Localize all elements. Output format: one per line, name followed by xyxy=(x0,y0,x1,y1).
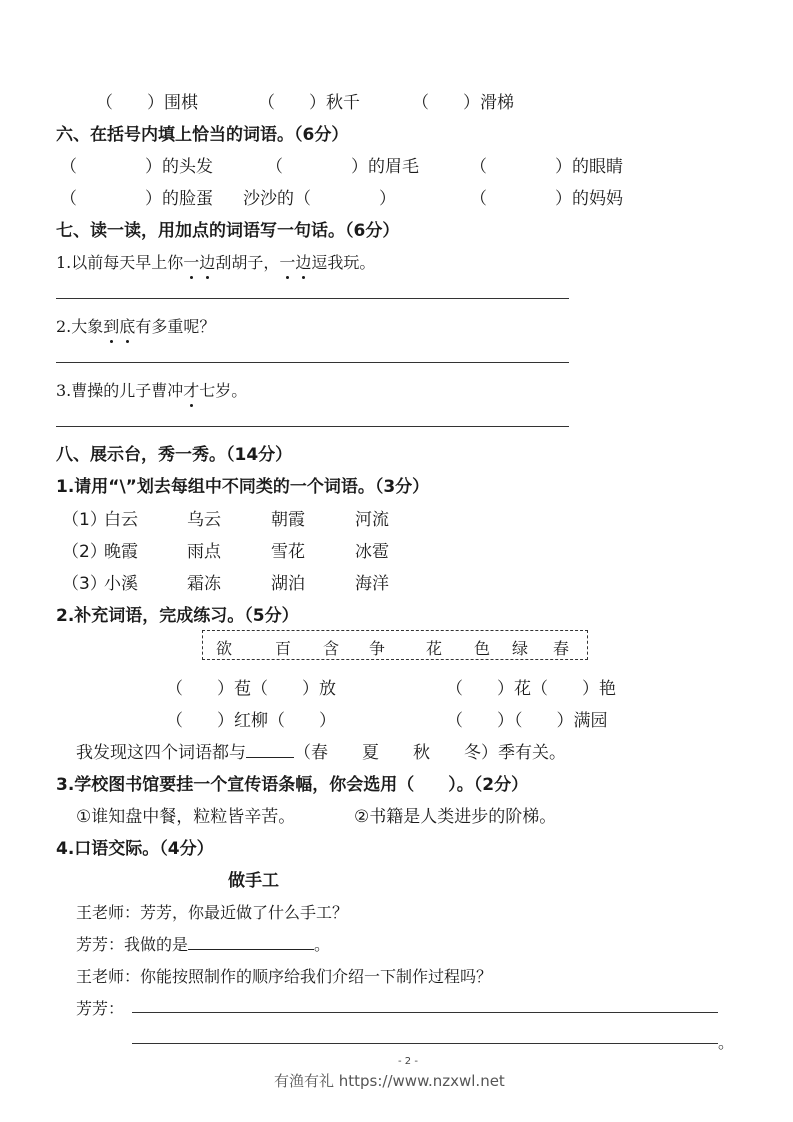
word-bank-char: 争 xyxy=(369,639,386,658)
dialogue-line-4 xyxy=(76,996,124,1019)
process-answer-line-2[interactable] xyxy=(132,1043,718,1044)
word[interactable]: 湖泊 xyxy=(271,574,305,594)
top-row-item-3: （ ）滑梯 xyxy=(412,93,514,113)
q4-subtitle: 做手工 xyxy=(228,871,279,891)
word[interactable]: 雪花 xyxy=(271,542,305,562)
craft-blank[interactable] xyxy=(188,936,314,950)
answer-paren[interactable]: （ ） xyxy=(412,93,480,113)
dotted-char: 边 xyxy=(295,250,311,273)
dotted-char: 边 xyxy=(199,250,215,273)
dialogue-line-3: 王老师：你能按照制作的顺序给我们介绍一下制作过程吗？ xyxy=(76,967,493,986)
fill-item[interactable]: （ ）的眼睛 xyxy=(470,157,623,177)
word-bank-char: 绿 xyxy=(512,639,529,658)
q4-title: 4.口语交际。（4分） xyxy=(56,839,214,859)
fill-item[interactable]: （ ）的脸蛋 xyxy=(60,189,213,209)
speaker: 王老师： xyxy=(76,903,141,922)
page-number: - 2 - xyxy=(398,1056,418,1067)
answer-paren[interactable]: （ ） xyxy=(258,93,326,113)
fill-item[interactable]: 沙沙的（ ） xyxy=(243,189,396,209)
top-row-item-2: （ ）秋千 xyxy=(258,93,360,113)
word[interactable]: 海洋 xyxy=(355,574,389,594)
word[interactable]: 霜冻 xyxy=(187,574,221,594)
fill-item[interactable]: （ ）的头发 xyxy=(60,157,213,177)
end-mark: 。 xyxy=(718,1033,735,1052)
speaker: 芳芳： xyxy=(76,935,125,954)
sentence-2: 2.大象到底有多重呢？ xyxy=(56,314,215,337)
process-answer-line-1[interactable] xyxy=(132,1012,718,1013)
word-bank-char: 百 xyxy=(275,639,292,658)
season-finding: 我发现这四个词语都与 （春 夏 秋 冬）季有关。 xyxy=(76,743,566,763)
dotted-char: 到 xyxy=(103,314,119,337)
sentence-1: 1.以前每天早上你一边刮胡子，一边逗我玩。 xyxy=(56,250,375,273)
word[interactable]: 雨点 xyxy=(187,542,221,562)
word-bank-box xyxy=(202,630,588,660)
idiom-fill[interactable]: （ ）（ ）满园 xyxy=(446,711,608,731)
group-1-label: （1） xyxy=(62,510,107,530)
word[interactable]: 小溪 xyxy=(104,574,138,594)
dialogue-line-2: 芳芳：我做的是 。 xyxy=(76,935,331,954)
dotted-char: 才 xyxy=(183,378,199,401)
word-bank-char: 春 xyxy=(553,639,570,658)
dotted-char: 一 xyxy=(279,250,295,273)
answer-line-2[interactable] xyxy=(56,362,569,363)
sentence-3: 3.曹操的儿子曹冲才七岁。 xyxy=(56,378,247,401)
answer-line-1[interactable] xyxy=(56,298,569,299)
answer-line-3[interactable] xyxy=(56,426,569,427)
word-bank-char: 色 xyxy=(474,639,491,658)
option-1[interactable]: ①谁知盘中餐，粒粒皆辛苦。 xyxy=(76,807,296,827)
section-6-title: 六、在括号内填上恰当的词语。（6分） xyxy=(56,125,349,145)
dotted-char: 一 xyxy=(183,250,199,273)
q2-title: 2.补充词语，完成练习。（5分） xyxy=(56,606,299,626)
dialogue-line-1: 王老师：芳芳，你最近做了什么手工？ xyxy=(76,903,349,922)
idiom-fill[interactable]: （ ）苞（ ）放 xyxy=(166,679,336,699)
word[interactable]: 乌云 xyxy=(187,510,221,530)
section-8-title: 八、展示台，秀一秀。（14分） xyxy=(56,445,293,465)
idiom-fill[interactable]: （ ）花（ ）艳 xyxy=(446,679,616,699)
word[interactable]: 冰雹 xyxy=(355,542,389,562)
word[interactable]: 河流 xyxy=(355,510,389,530)
word[interactable]: 白云 xyxy=(104,510,138,530)
word-bank-char: 欲 xyxy=(216,639,233,658)
q1-title: 1.请用“\”划去每组中不同类的一个词语。（3分） xyxy=(56,477,430,497)
season-blank[interactable] xyxy=(246,744,294,758)
word-bank-char: 含 xyxy=(323,639,340,658)
group-2-label: （2） xyxy=(62,542,107,562)
speaker: 芳芳： xyxy=(76,999,125,1018)
site-watermark: 有渔有礼 https://www.nzxwl.net xyxy=(274,1072,505,1090)
fill-item[interactable]: （ ）的妈妈 xyxy=(470,189,623,209)
fill-item[interactable]: （ ）的眉毛 xyxy=(266,157,419,177)
word[interactable]: 朝霞 xyxy=(271,510,305,530)
idiom-fill[interactable]: （ ）红柳（ ） xyxy=(166,711,336,731)
answer-paren[interactable]: （ ） xyxy=(96,93,164,113)
dotted-char: 底 xyxy=(119,314,135,337)
option-2[interactable]: ②书籍是人类进步的阶梯。 xyxy=(354,807,557,827)
section-7-title: 七、读一读，用加点的词语写一句话。（6分） xyxy=(56,221,400,241)
group-3-label: （3） xyxy=(62,574,107,594)
speaker: 王老师： xyxy=(76,967,141,986)
q3-title: 3.学校图书馆要挂一个宣传语条幅，你会选用（ ）。（2分） xyxy=(56,775,529,795)
word[interactable]: 晚霞 xyxy=(104,542,138,562)
word-bank-char: 花 xyxy=(426,639,443,658)
top-row-item-1: （ ）围棋 xyxy=(96,93,198,113)
